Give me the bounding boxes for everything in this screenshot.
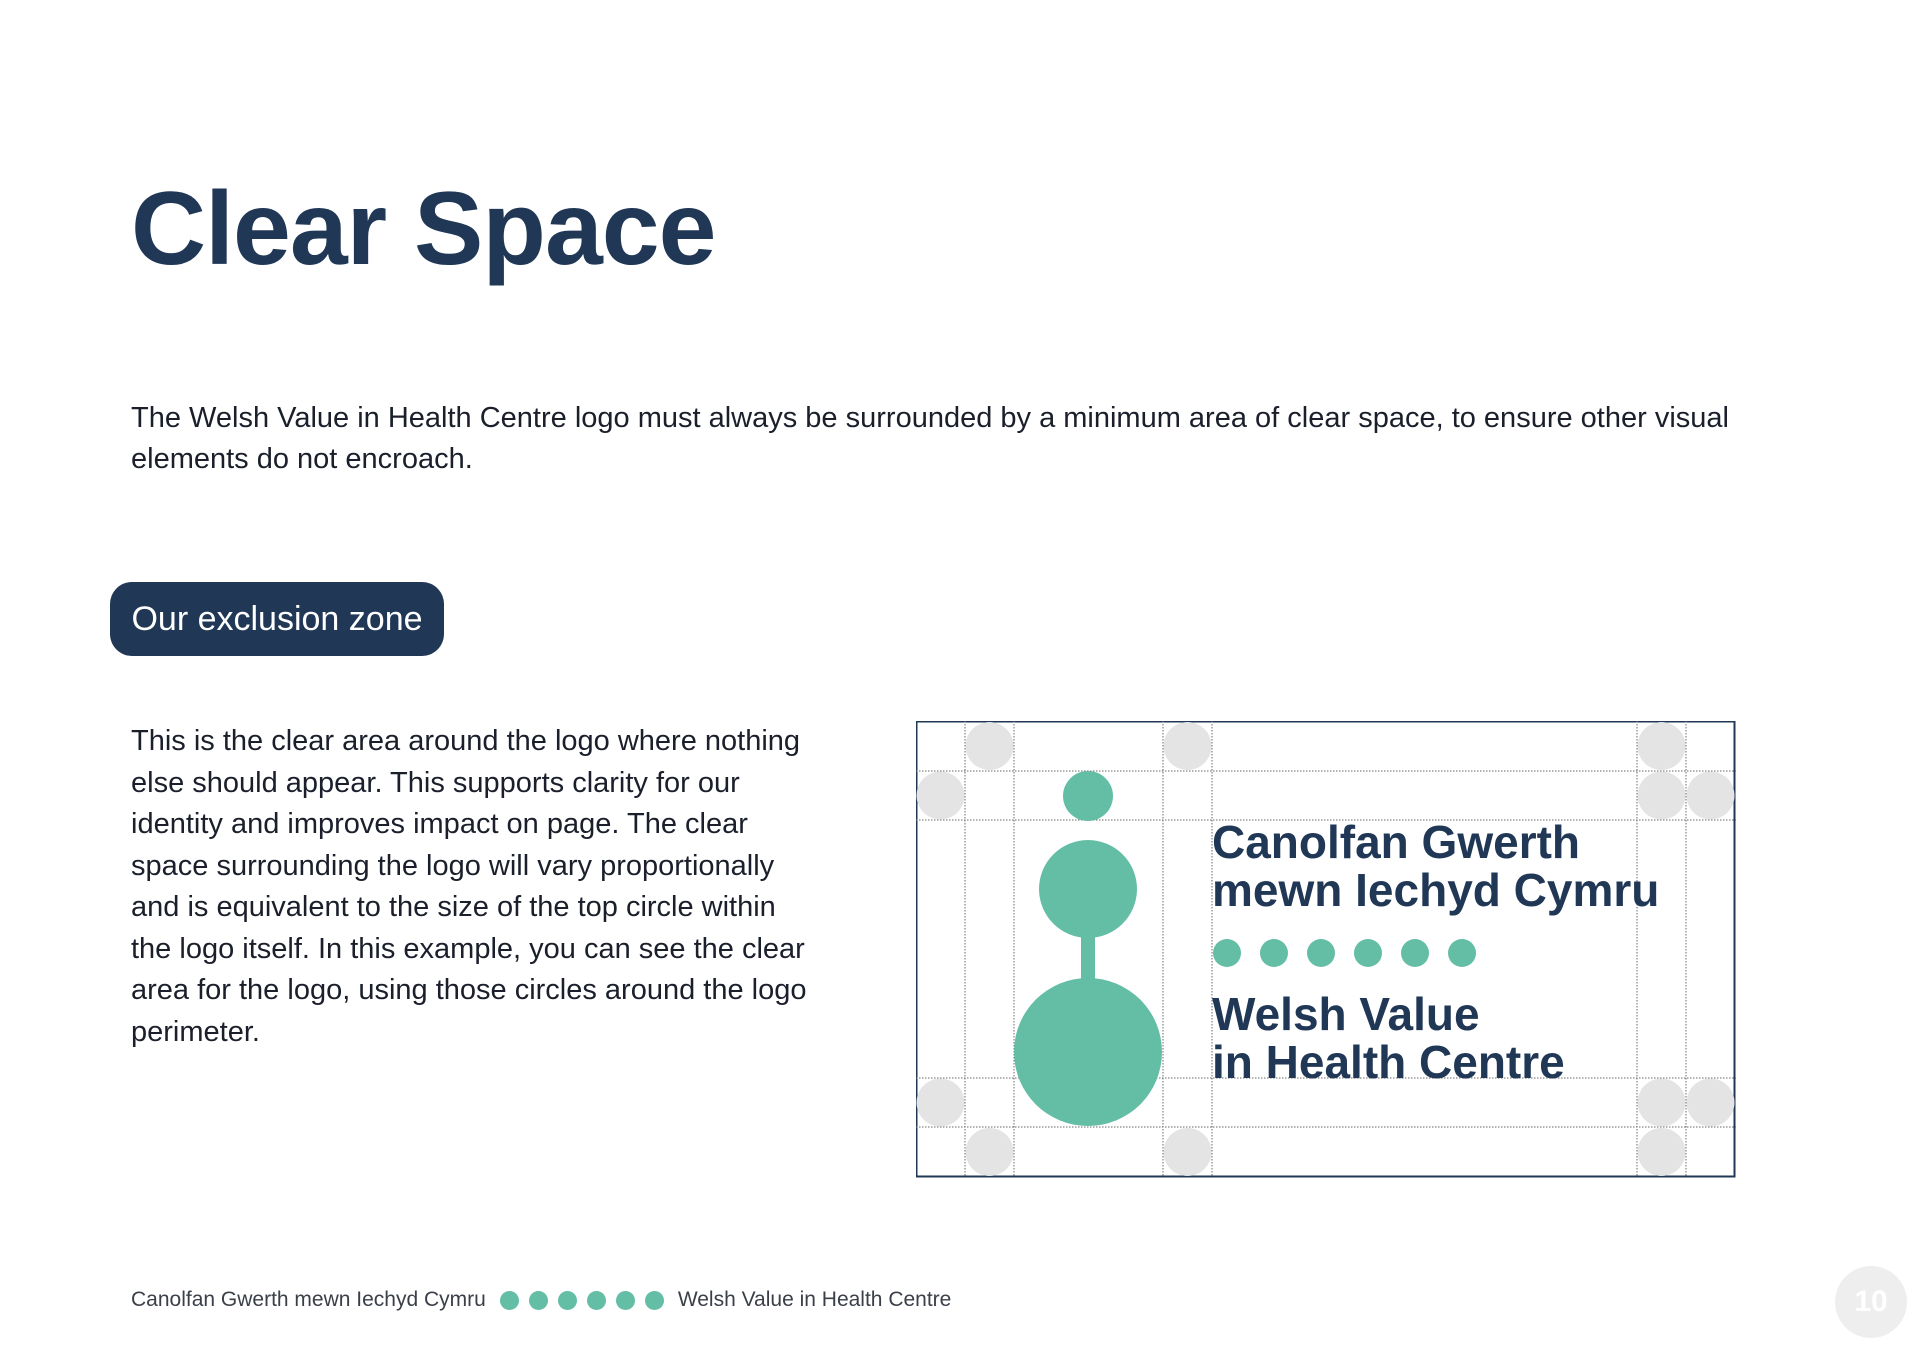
clear-space-circle: [1638, 772, 1686, 820]
logo-dot: [1307, 939, 1335, 967]
footer-dot: [529, 1291, 548, 1310]
body-paragraph: This is the clear area around the logo where nothing else should appear. This supports clarity for our identity and improves impact on page. The clear space surrounding the logo will vary proportionally and is equivalent to the size of the top circle within the logo itself. In this example, you can see the clear area for the logo, using those circles around the logo perimeter.: [131, 725, 807, 1048]
clear-space-circle: [917, 1079, 965, 1127]
clear-space-circle: [1638, 1128, 1686, 1176]
logo-middle-circle: [1039, 840, 1137, 938]
logo-welsh-line2: mewn Iechyd Cymru: [1212, 864, 1660, 916]
logo-bottom-circle: [1014, 978, 1162, 1126]
clear-space-circle: [966, 722, 1014, 770]
footer: [131, 1285, 951, 1315]
footer-welsh-name: Canolfan Gwerth mewn Iechyd Cymru: [131, 1288, 486, 1311]
logo-dot: [1213, 939, 1241, 967]
clear-space-svg: [916, 721, 1736, 1178]
footer-dot: [645, 1291, 664, 1310]
section-label-pill: Our exclusion zone: [110, 582, 444, 656]
clear-space-diagram: [916, 721, 1736, 1178]
footer-english-name: Welsh Value in Health Centre: [677, 1288, 952, 1311]
clear-space-circle: [1687, 1079, 1735, 1127]
footer-dot-row: [500, 1291, 664, 1310]
clear-space-circle: [1687, 772, 1735, 820]
logo-dot: [1448, 939, 1476, 967]
clear-space-circle: [1638, 722, 1686, 770]
logo-stem: [1081, 926, 1095, 986]
logo-dot: [1260, 939, 1288, 967]
logo-english-line2: in Health Centre: [1212, 1036, 1565, 1088]
clear-space-circle: [1638, 1079, 1686, 1127]
clear-space-circle: [966, 1128, 1014, 1176]
clear-space-circle: [1164, 1128, 1212, 1176]
logo-symbol: [1014, 771, 1162, 1126]
logo-welsh-line1: Canolfan Gwerth: [1212, 816, 1581, 868]
page-title: Clear Space: [131, 171, 716, 287]
logo-dot: [1354, 939, 1382, 967]
page-number: 10: [1835, 1266, 1907, 1338]
logo-english-line1: Welsh Value: [1212, 988, 1480, 1040]
clear-space-circle: [917, 772, 965, 820]
logo-top-circle: [1063, 771, 1113, 821]
footer-dot: [587, 1291, 606, 1310]
footer-dot: [500, 1291, 519, 1310]
logo-dot-row: [1213, 939, 1476, 967]
footer-dot: [558, 1291, 577, 1310]
clear-space-circle: [1164, 722, 1212, 770]
logo-dot: [1401, 939, 1429, 967]
footer-dot: [616, 1291, 635, 1310]
intro-paragraph: The Welsh Value in Health Centre logo must always be surrounded by a minimum area of clear space, to ensure other visual elements do not encroach.: [131, 402, 1729, 475]
